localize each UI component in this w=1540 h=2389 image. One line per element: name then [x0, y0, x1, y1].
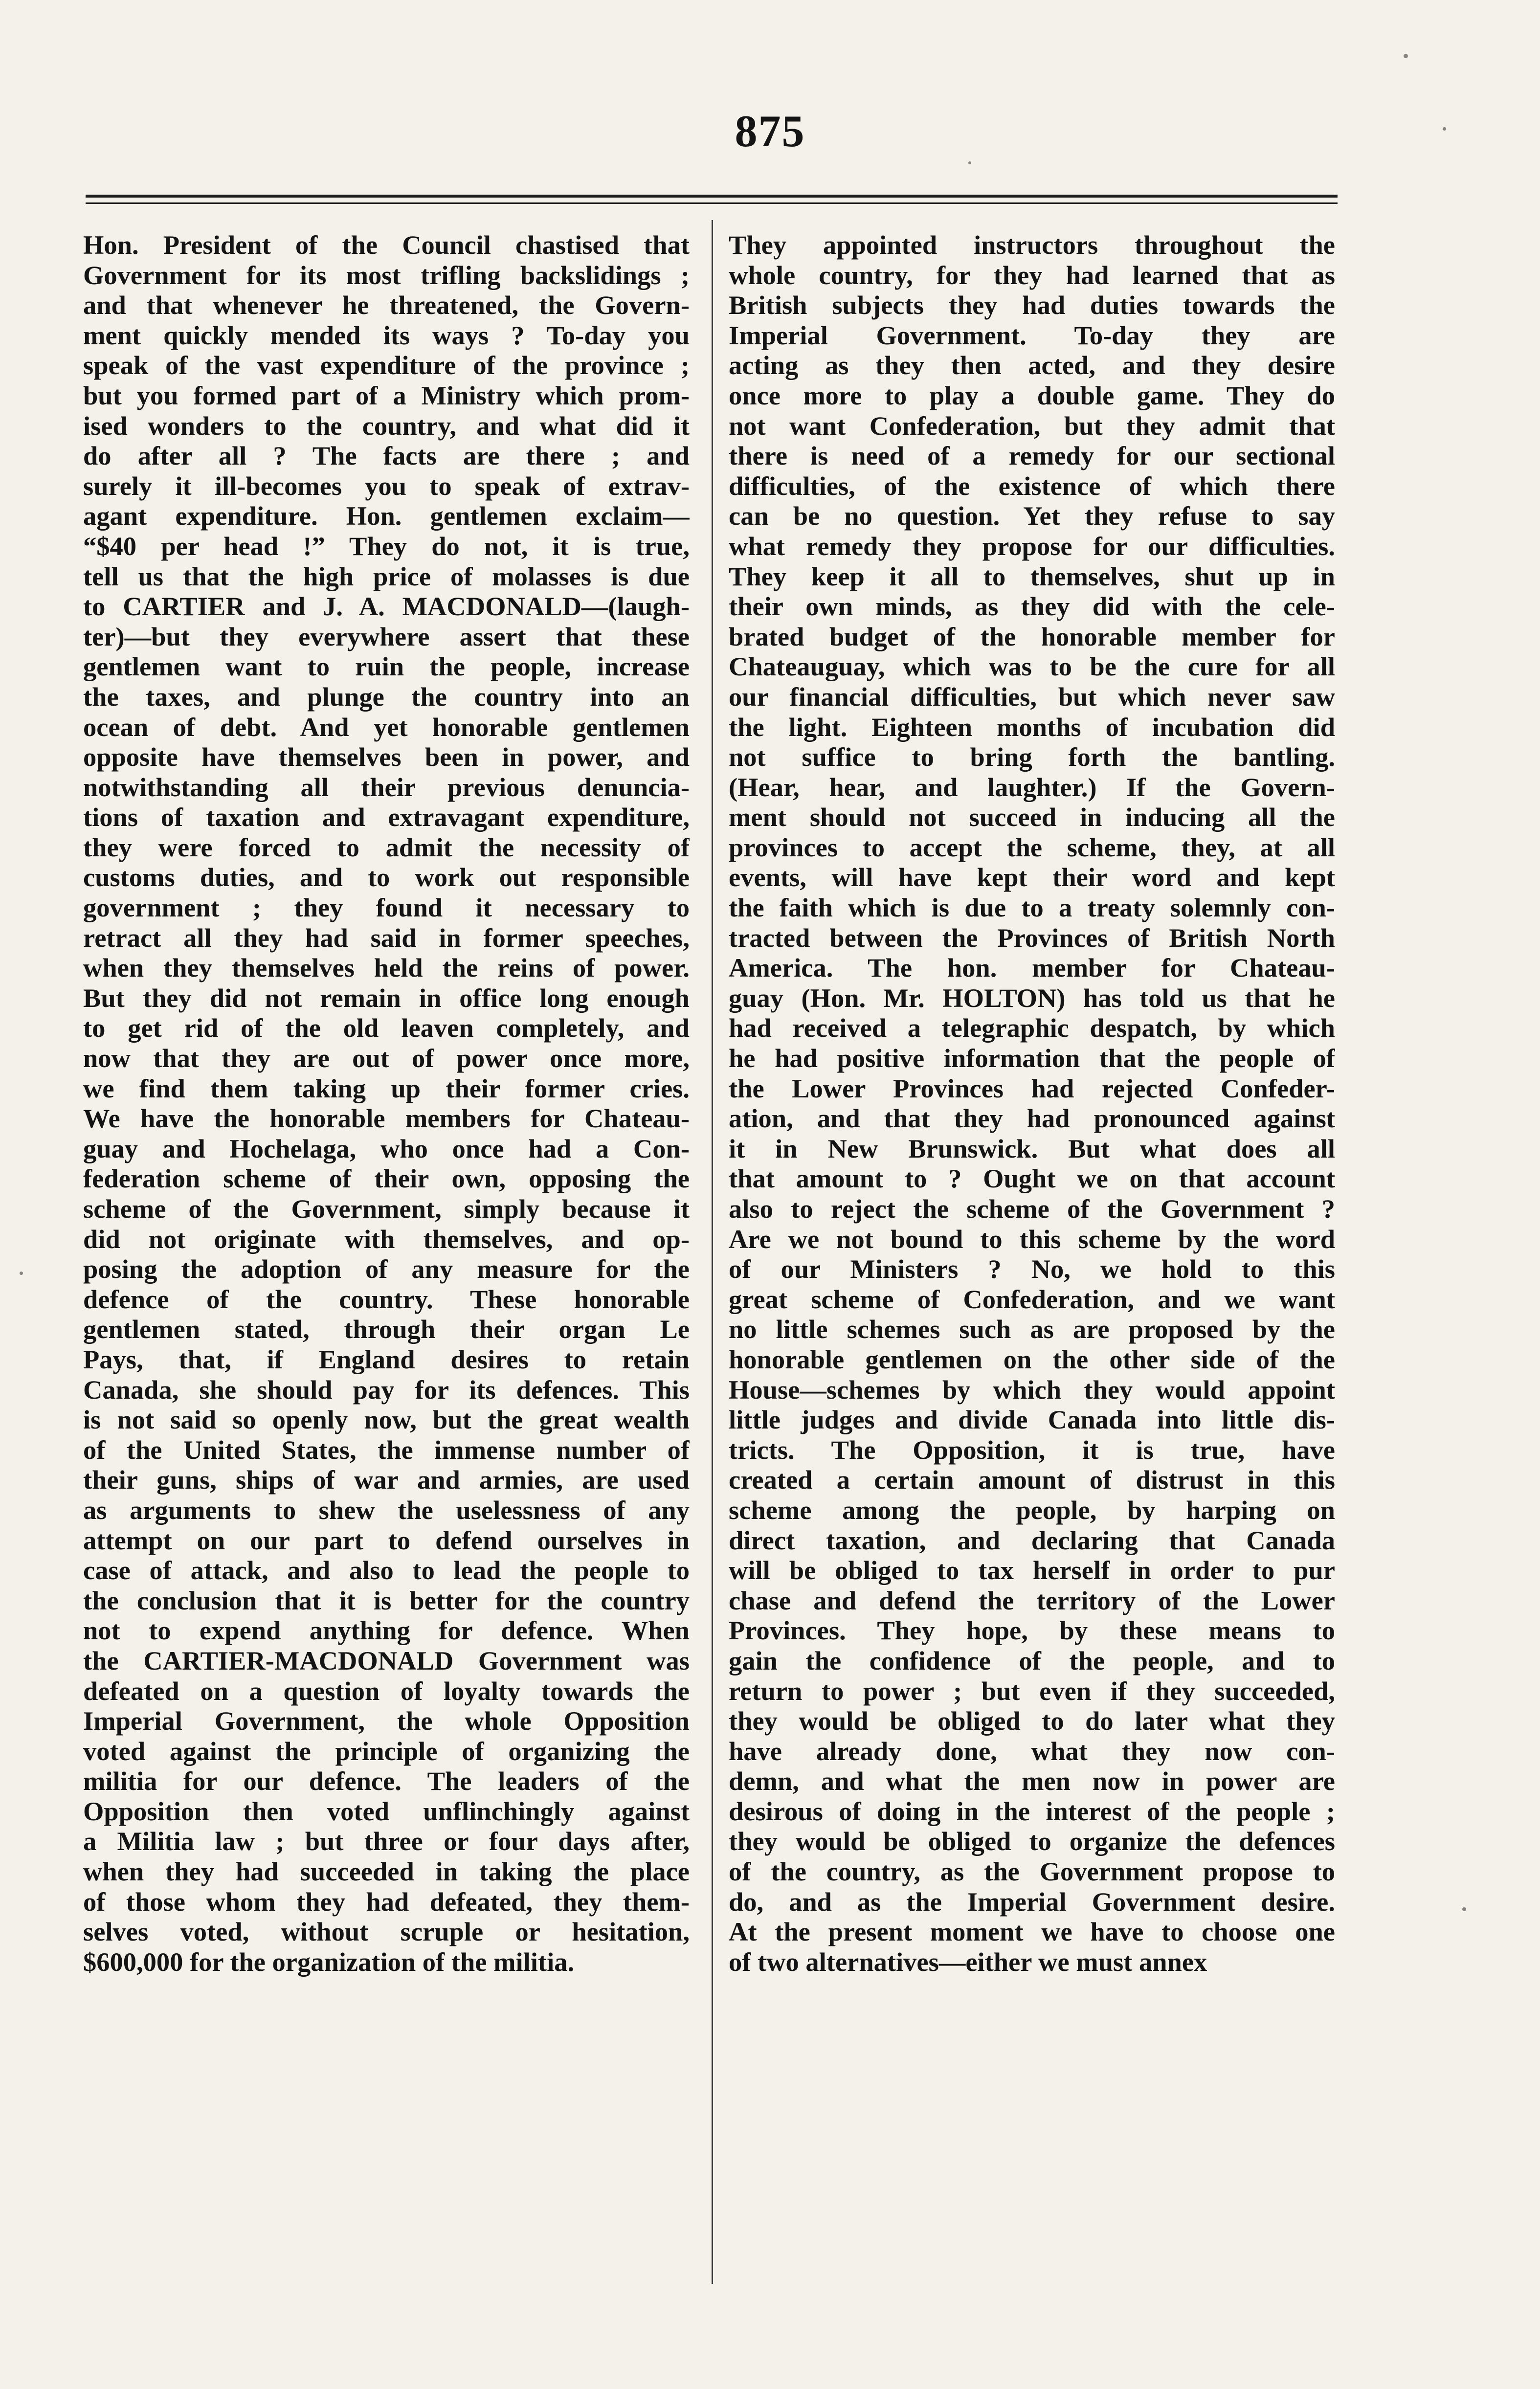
text-line: scheme of the Government, simply because it	[83, 1194, 690, 1224]
text-line: (Hear, hear, and laughter.) If the Govern-	[729, 772, 1335, 802]
scan-speck	[1404, 54, 1408, 58]
text-line: $600,000 for the organization of the militia.	[83, 1946, 575, 1977]
text-line: federation scheme of their own, opposing the	[83, 1163, 690, 1194]
text-line: will be obliged to tax herself in order to pur	[729, 1555, 1335, 1585]
text-line: chase and defend the territory of the Lower	[729, 1585, 1335, 1615]
text-line: not suffice to bring forth the bantling.	[729, 742, 1335, 772]
text-line: House—schemes by which they would appoint	[729, 1374, 1335, 1405]
text-line: but you formed part of a Ministry which prom-	[83, 380, 690, 410]
text-line: the taxes, and plunge the country into an	[83, 681, 690, 712]
text-line: scheme among the people, by harping on	[729, 1495, 1335, 1525]
text-line: gain the confidence of the people, and to	[729, 1645, 1335, 1675]
text-line: guay (Hon. Mr. HOLTON) has told us that he	[729, 982, 1335, 1013]
column-divider	[712, 220, 713, 2284]
text-line: attempt on our part to defend ourselves in	[83, 1525, 690, 1555]
text-line: guay and Hochelaga, who once had a Con-	[83, 1133, 690, 1163]
text-line: speak of the vast expenditure of the province ;	[83, 350, 690, 380]
text-line: Are we not bound to this scheme by the word	[729, 1224, 1335, 1254]
text-line: Government for its most trifling backslidings ;	[83, 260, 690, 290]
text-line: ation, and that they had pronounced against	[729, 1103, 1335, 1134]
text-line: ised wonders to the country, and what did it	[83, 410, 690, 441]
text-line: Opposition then voted unflinchingly against	[83, 1796, 690, 1826]
text-line: customs duties, and to work out responsible	[83, 862, 690, 893]
page-number: 875	[735, 106, 805, 156]
text-line: tell us that the high price of molasses is due	[83, 561, 690, 591]
text-line: acting as they then acted, and they desire	[729, 350, 1335, 380]
text-line: to get rid of the old leaven completely, and	[83, 1013, 690, 1043]
text-line: of our Ministers ? No, we hold to this	[729, 1254, 1335, 1284]
text-line: tricts. The Opposition, it is true, have	[729, 1434, 1335, 1465]
text-line: brated budget of the honorable member for	[729, 621, 1335, 651]
text-line: great scheme of Confederation, and we want	[729, 1284, 1335, 1314]
text-line: events, will have kept their word and kept	[729, 862, 1335, 893]
text-line: do, and as the Imperial Government desire.	[729, 1886, 1335, 1917]
scan-speck	[968, 161, 971, 164]
header-rule-thin	[86, 202, 1338, 204]
text-line: did not originate with themselves, and op-	[83, 1224, 690, 1254]
text-line: tracted between the Provinces of British North	[729, 922, 1335, 953]
text-line: difficulties, of the existence of which there	[729, 470, 1335, 501]
text-line: surely it ill-becomes you to speak of extrav-	[83, 470, 690, 501]
text-line: agant expenditure. Hon. gentlemen exclaim—	[83, 501, 690, 531]
text-line: We have the honorable members for Chateau-	[83, 1103, 690, 1134]
left-column	[83, 230, 690, 1977]
text-line: At the present moment we have to choose one	[729, 1917, 1335, 1947]
text-line: selves voted, without scruple or hesitation,	[83, 1917, 690, 1947]
text-line: our financial difficulties, but which never saw	[729, 681, 1335, 712]
scan-speck	[1443, 127, 1446, 131]
text-line: to CARTIER and J. A. MACDONALD—(laugh-	[83, 591, 690, 622]
scan-speck	[1462, 1907, 1466, 1911]
text-line: of those whom they had defeated, they them-	[83, 1886, 690, 1917]
text-line: “$40 per head !” They do not, it is true,	[83, 531, 690, 561]
text-line: British subjects they had duties towards the	[729, 290, 1335, 320]
text-line: when they had succeeded in taking the place	[83, 1856, 690, 1887]
text-line: ocean of debt. And yet honorable gentlemen	[83, 712, 690, 742]
text-line: they would be obliged to do later what they	[729, 1706, 1335, 1736]
text-line: had received a telegraphic despatch, by which	[729, 1013, 1335, 1043]
text-line: tions of taxation and extravagant expenditure,	[83, 802, 690, 832]
text-line: honorable gentlemen on the other side of the	[729, 1344, 1335, 1374]
text-line: as arguments to shew the uselessness of any	[83, 1495, 690, 1525]
text-line: do after all ? The facts are there ; and	[83, 441, 690, 471]
text-line: gentlemen stated, through their organ Le	[83, 1314, 690, 1344]
text-line: Canada, she should pay for its defences. This	[83, 1374, 690, 1405]
text-line: of the country, as the Government propose to	[729, 1856, 1335, 1887]
text-line: no little schemes such as are proposed by the	[729, 1314, 1335, 1344]
text-line: opposite have themselves been in power, and	[83, 742, 690, 772]
text-line: created a certain amount of distrust in this	[729, 1465, 1335, 1495]
text-line: not to expend anything for defence. When	[83, 1615, 690, 1646]
text-line: America. The hon. member for Chateau-	[729, 953, 1335, 983]
text-line: case of attack, and also to lead the people to	[83, 1555, 690, 1585]
text-line: provinces to accept the scheme, they, at all	[729, 832, 1335, 862]
text-line: it in New Brunswick. But what does all	[729, 1133, 1335, 1163]
text-line: of the United States, the immense number of	[83, 1434, 690, 1465]
text-line: voted against the principle of organizing the	[83, 1736, 690, 1766]
text-line: they were forced to admit the necessity of	[83, 832, 690, 862]
text-line: Imperial Government. To-day they are	[729, 320, 1335, 350]
text-line: now that they are out of power once more,	[83, 1043, 690, 1073]
text-line: They appointed instructors throughout the	[729, 230, 1335, 260]
text-line: a Militia law ; but three or four days after,	[83, 1826, 690, 1856]
text-line: But they did not remain in office long enough	[83, 982, 690, 1013]
text-line: posing the adoption of any measure for the	[83, 1254, 690, 1284]
text-line: whole country, for they had learned that as	[729, 260, 1335, 290]
text-line: Imperial Government, the whole Opposition	[83, 1706, 690, 1736]
text-line: the Lower Provinces had rejected Confeder-	[729, 1073, 1335, 1103]
text-line: little judges and divide Canada into little dis-	[729, 1405, 1335, 1435]
text-line: the CARTIER-MACDONALD Government was	[83, 1645, 690, 1675]
text-line: we find them taking up their former cries.	[83, 1073, 690, 1103]
text-line: Chateauguay, which was to be the cure for all	[729, 651, 1335, 682]
right-column	[729, 230, 1335, 1977]
text-line: notwithstanding all their previous denuncia-	[83, 772, 690, 802]
text-line: their own minds, as they did with the cele-	[729, 591, 1335, 622]
text-line: ter)—but they everywhere assert that these	[83, 621, 690, 651]
text-line: return to power ; but even if they succeeded,	[729, 1675, 1335, 1706]
text-line: when they themselves held the reins of power.	[83, 953, 690, 983]
text-line: demn, and what the men now in power are	[729, 1766, 1335, 1796]
text-line: there is need of a remedy for our sectional	[729, 441, 1335, 471]
text-line: government ; they found it necessary to	[83, 893, 690, 923]
text-line: not want Confederation, but they admit that	[729, 410, 1335, 441]
text-line: Pays, that, if England desires to retain	[83, 1344, 690, 1374]
text-line: Provinces. They hope, by these means to	[729, 1615, 1335, 1646]
text-line: that amount to ? Ought we on that account	[729, 1163, 1335, 1194]
text-line: and that whenever he threatened, the Govern-	[83, 290, 690, 320]
text-line: ment quickly mended its ways ? To-day you	[83, 320, 690, 350]
header-rule	[86, 195, 1338, 198]
text-line: the faith which is due to a treaty solemnly con-	[729, 893, 1335, 923]
text-line: what remedy they propose for our difficulties.	[729, 531, 1335, 561]
text-line: their guns, ships of war and armies, are used	[83, 1465, 690, 1495]
text-line: ment should not succeed in inducing all the	[729, 802, 1335, 832]
text-line: have already done, what they now con-	[729, 1736, 1335, 1766]
text-line: desirous of doing in the interest of the people ;	[729, 1796, 1335, 1826]
text-line: the light. Eighteen months of incubation did	[729, 712, 1335, 742]
text-line: the conclusion that it is better for the country	[83, 1585, 690, 1615]
scan-speck	[20, 1272, 23, 1275]
text-line: they would be obliged to organize the defences	[729, 1826, 1335, 1856]
text-line: Hon. President of the Council chastised that	[83, 230, 690, 260]
text-line: gentlemen want to ruin the people, increase	[83, 651, 690, 682]
text-line: direct taxation, and declaring that Canada	[729, 1525, 1335, 1555]
text-line: of two alternatives—either we must annex	[729, 1946, 1207, 1977]
text-line: retract all they had said in former speeches,	[83, 922, 690, 953]
text-line: also to reject the scheme of the Government ?	[729, 1194, 1335, 1224]
text-line: is not said so openly now, but the great wealth	[83, 1405, 690, 1435]
text-line: defeated on a question of loyalty towards the	[83, 1675, 690, 1706]
text-line: They keep it all to themselves, shut up in	[729, 561, 1335, 591]
text-line: defence of the country. These honorable	[83, 1284, 690, 1314]
text-line: militia for our defence. The leaders of the	[83, 1766, 690, 1796]
text-line: he had positive information that the people of	[729, 1043, 1335, 1073]
text-line: once more to play a double game. They do	[729, 380, 1335, 410]
text-line: can be no question. Yet they refuse to say	[729, 501, 1335, 531]
